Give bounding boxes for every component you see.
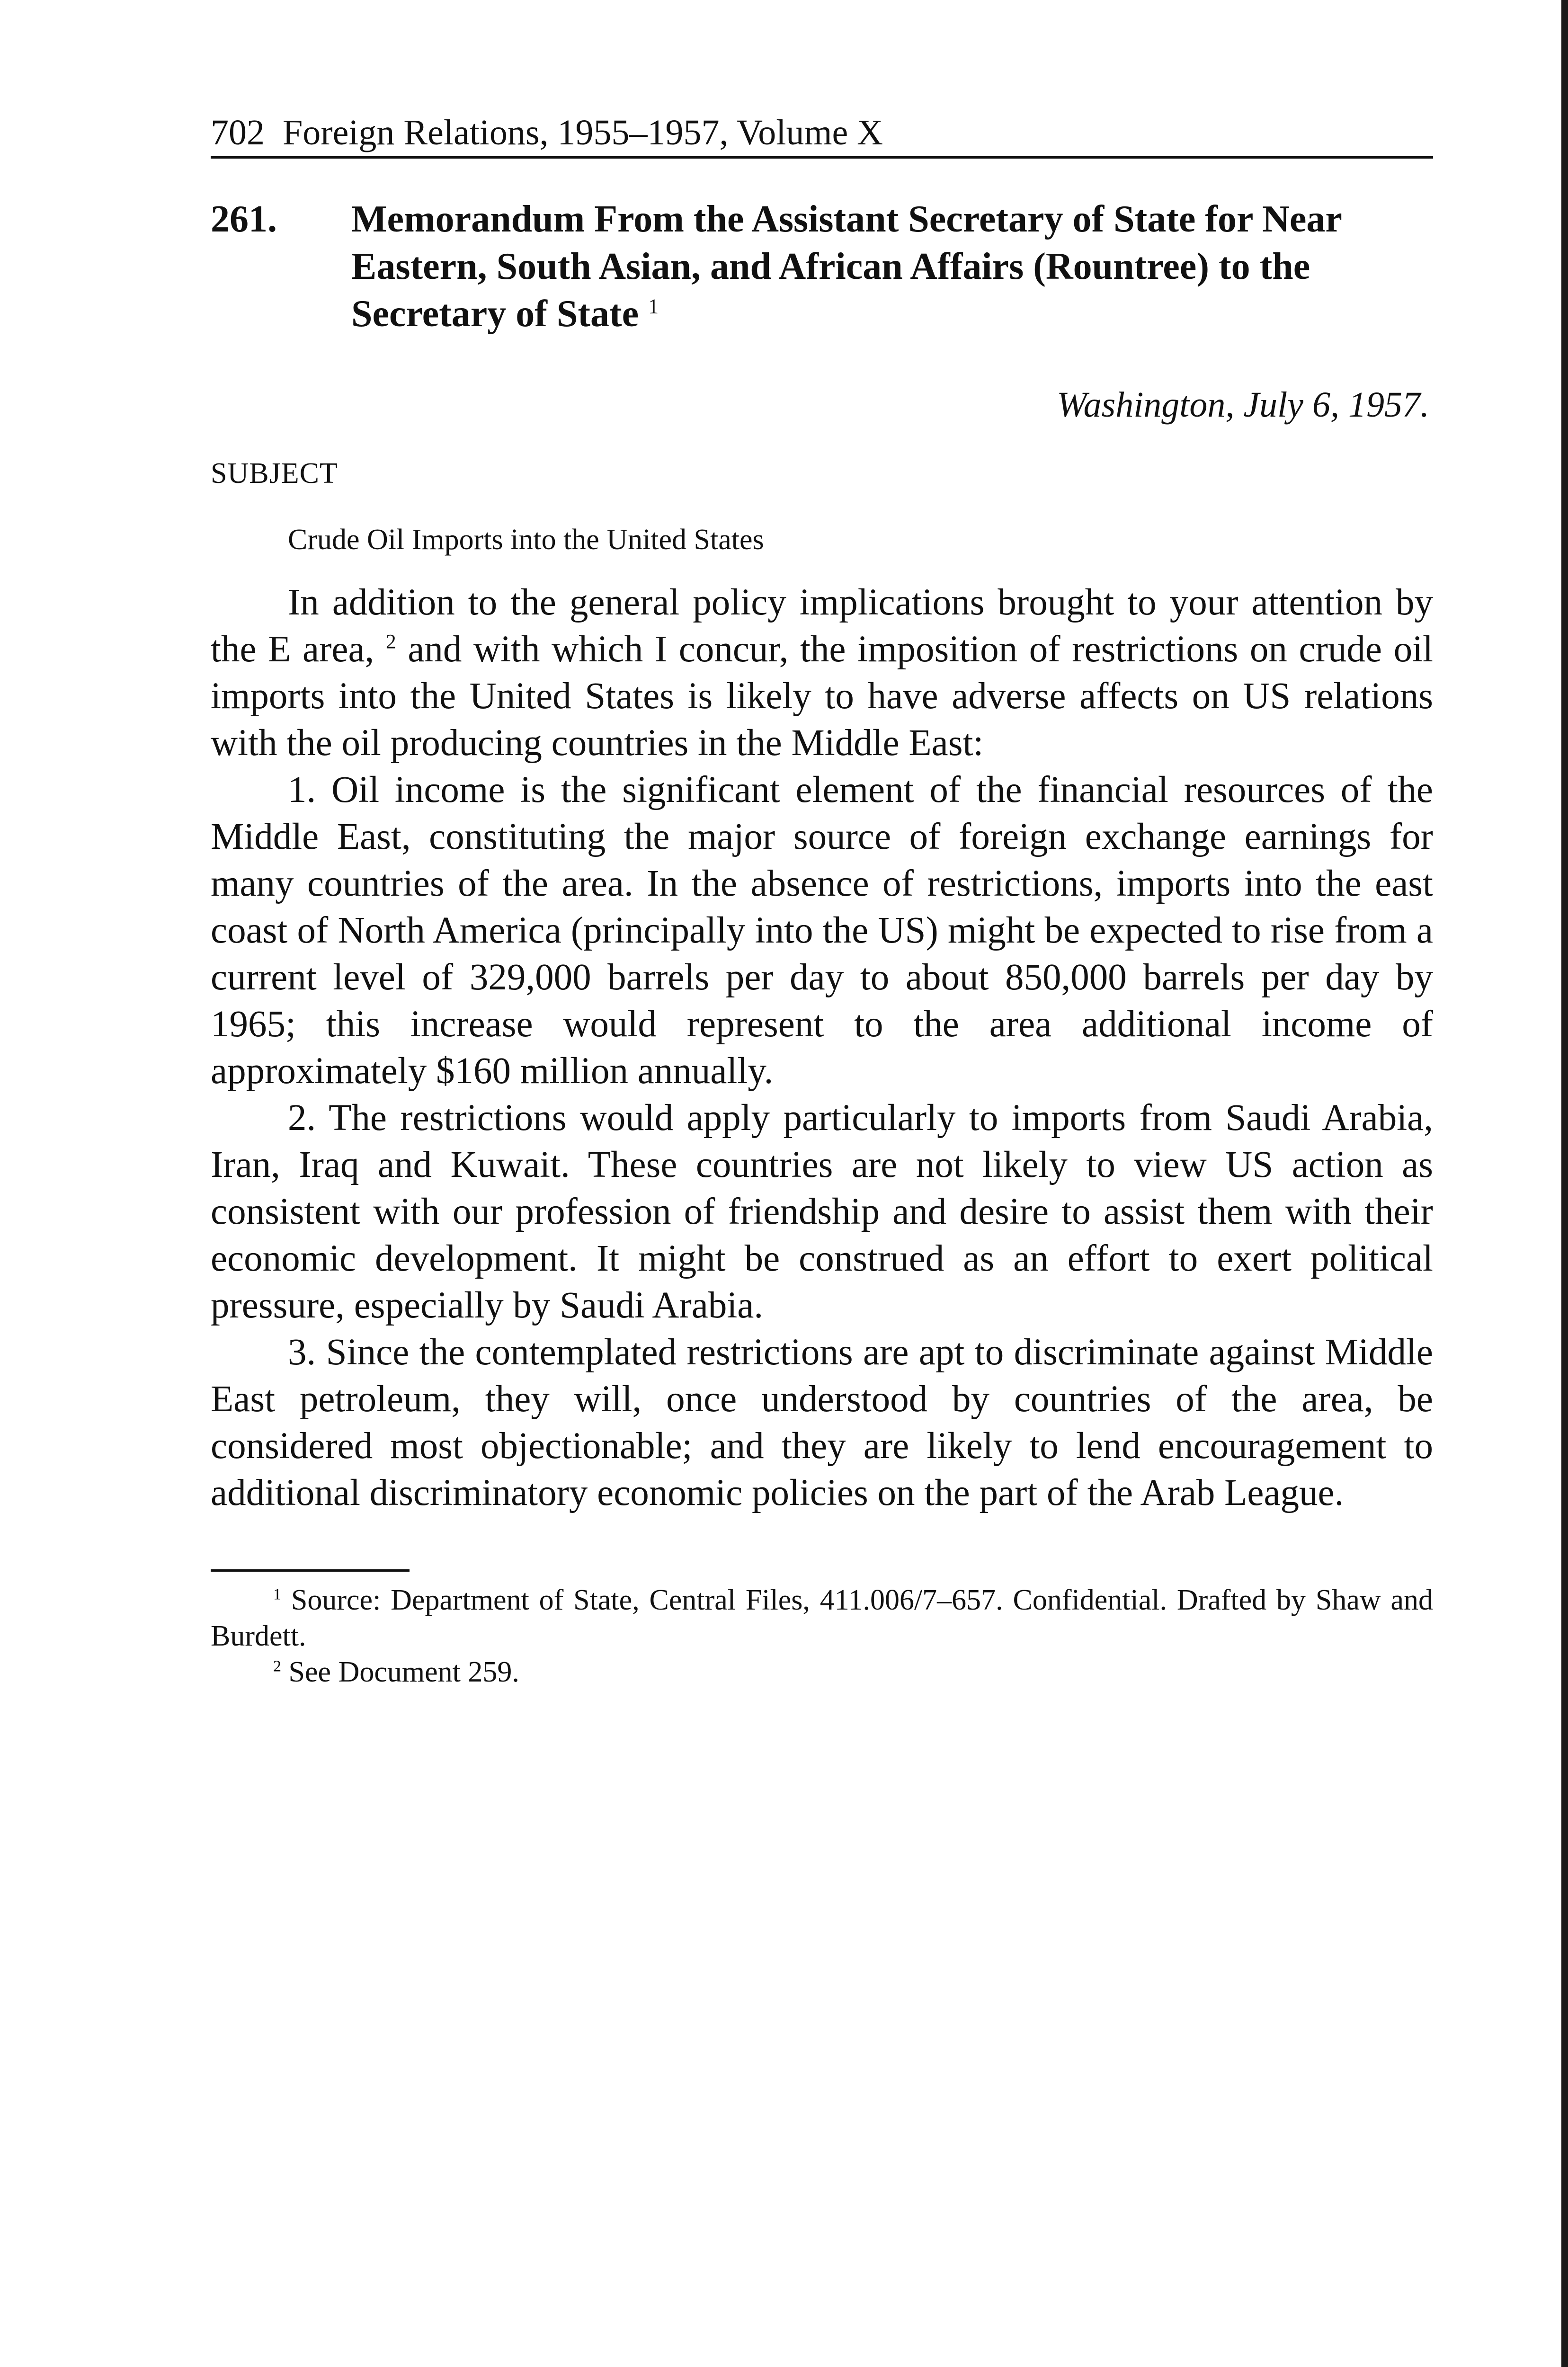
document-title-text: Memorandum From the Assistant Secretary of State for Near Eastern, South Asian, and African Affairs (Rountree) to the Secretary of State [351, 198, 1342, 335]
document-title [351, 196, 1431, 338]
running-head [211, 109, 1433, 159]
footnote-1-text: Source: Department of State, Central Files, 411.006/7–657. Confidential. Drafted by Shaw and Burdett. [211, 1584, 1434, 1652]
intro-paragraph [211, 579, 1433, 766]
intro-text-start: In addition to the general policy implications brought to your attention by the E area, [211, 582, 1433, 670]
footnote-2-mark: 2 [273, 1657, 282, 1675]
footnote-1-mark: 1 [273, 1585, 282, 1603]
footnote-2-text: See Document 259. [288, 1656, 519, 1688]
point-2-paragraph: 2. The restrictions would apply particularly to imports from Saudi Arabia, Iran, Iraq and Kuwait. These countries are not likely to view US action as consistent with our profession of friendship and desire to assist them with their economic development. It might be construed as an effort to exert political pressure, especially by Saudi Arabia. [211, 1097, 1433, 1326]
volume-title: Foreign Relations, 1955–1957, Volume X [283, 113, 883, 152]
intro-text-end: and with which I concur, the imposition of restrictions on crude oil imports into the United States is likely to have adverse affects on US relations with the oil producing countries in the Middle East: [211, 629, 1433, 764]
point-3-paragraph: 3. Since the contemplated restrictions are apt to discriminate against Middle East petroleum, they will, once understood by countries of the area, be considered most objectionable; and they are likely to lend encouragement to additional discriminatory economic policies on the part of the Arab League. [211, 1332, 1433, 1513]
document-header [211, 196, 1433, 338]
footnote-1 [211, 1582, 1433, 1654]
dateline: Washington, July 6, 1957. [1057, 385, 1429, 425]
page [211, 109, 1433, 1690]
document-number: 261. [211, 198, 277, 240]
footnote-ref-1: 1 [648, 294, 659, 318]
footnote-2 [211, 1654, 1433, 1690]
memo-body [211, 579, 1433, 1516]
page-number: 702 [211, 113, 265, 152]
footnote-ref-2: 2 [385, 630, 396, 653]
subject-label: SUBJECT [211, 457, 338, 489]
point-1-paragraph: 1. Oil income is the significant element of the financial resources of the Middle East, constituting the major source of foreign exchange earnings for many countries of the area. In the absence of restrictions, imports into the east coast of North America (principally into the US) might be expected to rise from a current level of 329,000 barrels per day to about 850,000 barrels per day by 1965; this increase would represent to the area additional income of approximately $160 million annually. [211, 769, 1433, 1092]
subject-text: Crude Oil Imports into the United States [288, 524, 764, 556]
footnotes [211, 1582, 1433, 1690]
scan-binding-edge [1561, 0, 1568, 2367]
footnote-divider [211, 1569, 410, 1572]
